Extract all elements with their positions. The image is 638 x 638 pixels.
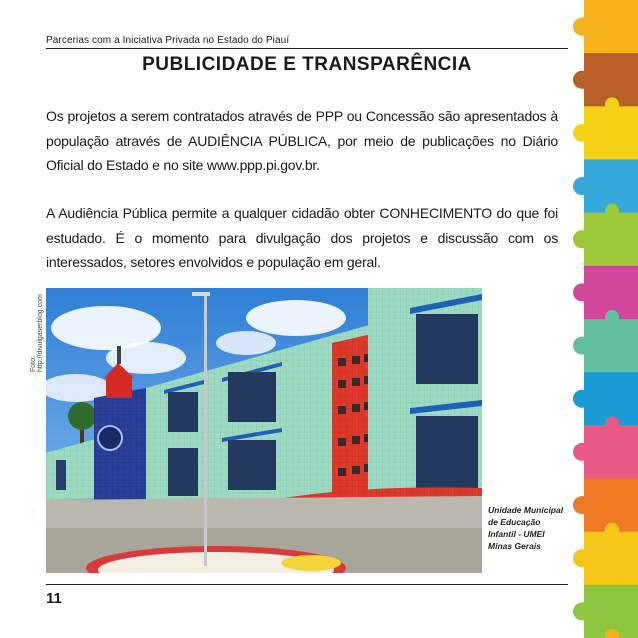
paragraph-2: A Audiência Pública permite a qualquer cidadão obter CONHECIMENTO do que foi estudado. É o momento para divulgação dos projetos e discussão com os interessados, setores envolvidos e população em geral.	[46, 205, 558, 270]
puzzle-piece	[573, 479, 638, 537]
puzzle-piece	[573, 585, 638, 638]
puzzle-piece	[573, 372, 638, 430]
puzzle-piece	[573, 0, 638, 58]
puzzle-piece	[573, 532, 638, 590]
school-photo	[46, 288, 482, 573]
puzzle-piece	[573, 106, 638, 164]
running-header: Parcerias com a Iniciativa Privada no Estado do Piauí	[46, 35, 290, 46]
puzzle-piece	[573, 319, 638, 377]
page-number: 11	[46, 590, 62, 607]
puzzle-piece	[573, 213, 638, 271]
puzzle-piece	[573, 53, 638, 111]
page-title: PUBLICIDADE E TRANSPARÊNCIA	[142, 54, 472, 75]
footer-divider	[46, 584, 568, 585]
photo-credit: Foto: http://divulgaserblog.com	[30, 294, 44, 372]
puzzle-piece	[573, 425, 638, 483]
puzzle-border-decoration	[568, 0, 638, 638]
paragraph-1: Os projetos a serem contratados através de PPP ou Concessão são apresentados à população através de AUDIÊNCIA PÚBLICA, por meio de publicações no Diário Oficial do Estado e no site www.ppp.pi.gov.br.	[46, 108, 558, 173]
photo-caption: Unidade Municipal de Educação Infantil - UMEI Minas Gerais	[488, 505, 564, 551]
puzzle-piece	[573, 160, 638, 218]
header-divider	[46, 48, 568, 49]
puzzle-piece	[573, 266, 638, 324]
